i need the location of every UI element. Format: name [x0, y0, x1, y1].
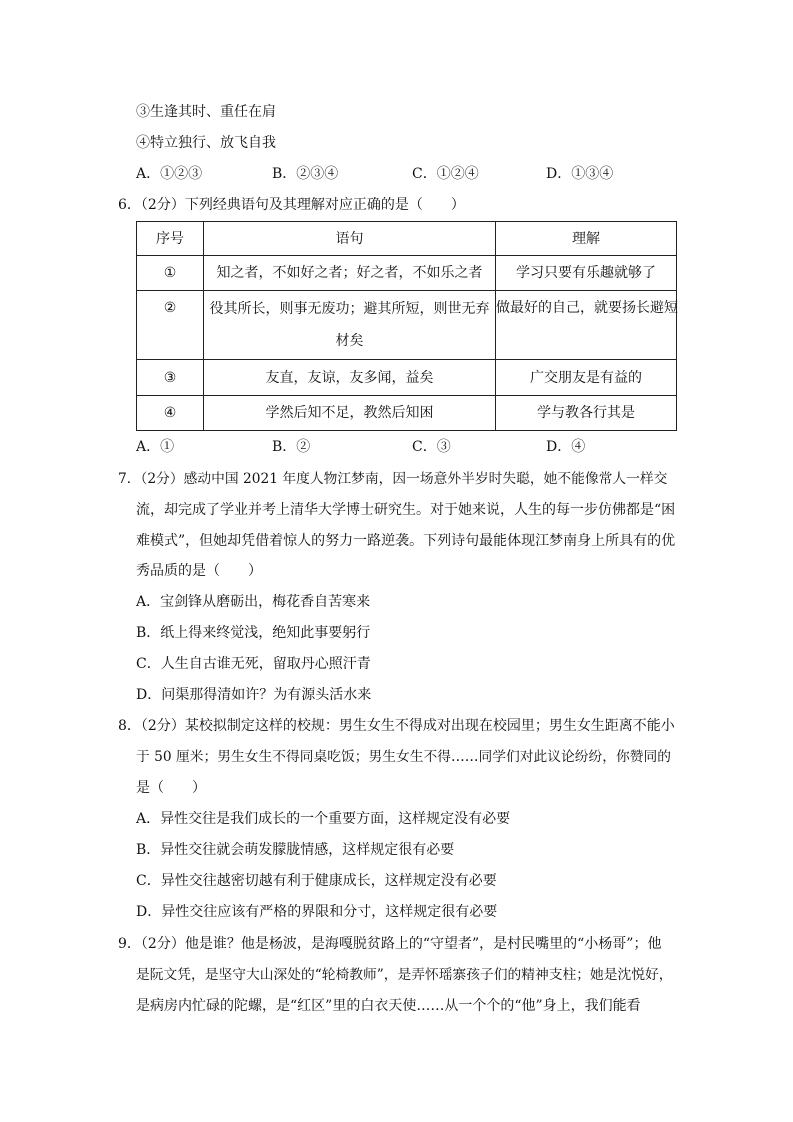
q8-option-b[interactable]: B．异性交往就会萌发朦胧情感，这样规定很有必要: [136, 842, 455, 858]
q9-stem-line: 是阮文凭，是坚守大山深处的“轮椅教师”，是弄怀瑶寨孩子们的精神支柱；她是沈悦好，: [136, 967, 673, 983]
table-cell-number: ①: [137, 256, 204, 291]
q6-table: [136, 221, 677, 431]
table-cell-number: ③: [137, 360, 204, 396]
q6-options: [136, 437, 696, 457]
q5-option-a[interactable]: A．①②③: [136, 166, 203, 182]
table-cell-quote: 友直，友谅，友多闻，益矣: [204, 360, 496, 396]
q8-stem-line: 是（ ）: [136, 780, 206, 796]
q5-option-d[interactable]: D．①③④: [546, 166, 614, 182]
table-cell-understanding: 学习只要有乐趣就够了: [496, 256, 677, 291]
q8-option-d[interactable]: D．异性交往应该有严格的界限和分寸，这样规定很有必要: [136, 904, 498, 920]
q8-stem-line: 于 50 厘米；男生女生不得同桌吃饭；男生女生不得……同学们对此议论纷纷，你赞同的: [136, 749, 671, 765]
table-cell-understanding: 做最好的自己，就要扬长避短: [496, 291, 677, 360]
table-row: [137, 256, 677, 291]
table-header-cell: 序号: [137, 222, 204, 256]
q6-option-c[interactable]: C．③: [412, 439, 451, 455]
q5-option-b[interactable]: B．②③④: [272, 166, 339, 182]
q7-option-b[interactable]: B．纸上得来终觉浅，绝知此事要躬行: [136, 625, 371, 641]
table-row: [137, 360, 677, 396]
q7-option-d[interactable]: D．问渠那得清如许？为有源头活水来: [136, 687, 372, 703]
q7-stem-line: 秀品质的是（ ）: [136, 563, 262, 579]
q6-option-a[interactable]: A．①: [136, 439, 175, 455]
q8-option-c[interactable]: C．异性交往越密切越有利于健康成长，这样规定没有必要: [136, 873, 497, 889]
q7-stem-line: 流，却完成了学业并考上清华大学博士研究生。对于她来说，人生的每一步仿佛都是“困: [136, 502, 676, 518]
table-cell-understanding: 学与教各行其是: [496, 396, 677, 431]
q8-stem-line: 8．（2分）某校拟制定这样的校规：男生女生不得成对出现在校园里；男生女生距离不能小: [118, 718, 675, 734]
q7-option-c[interactable]: C．人生自古谁无死，留取丹心照汗青: [136, 656, 371, 672]
q5-option-c[interactable]: C．①②④: [412, 166, 479, 182]
q7-stem-line: 难模式”，但她却凭借着惊人的努力一路逆袭。下列诗句最能体现江梦南身上所具有的优: [136, 533, 676, 549]
table-cell-understanding: 广交朋友是有益的: [496, 360, 677, 396]
table-header-row: [137, 222, 677, 256]
table-row: [137, 291, 677, 360]
q9-stem-line: 是病房内忙碌的陀螺，是“红区”里的白衣天使……从一个个的“他”身上，我们能看: [136, 998, 641, 1014]
q5-options: [136, 164, 696, 184]
q7-option-a[interactable]: A．宝剑锋从磨砺出，梅花香自苦寒来: [136, 594, 371, 610]
q9-stem-line: 9．（2分）他是谁？他是杨波，是海嘎脱贫路上的“守望者”，是村民嘴里的“小杨哥”；他: [118, 936, 662, 952]
table-cell-quote: 知之者，不如好之者；好之者，不如乐之者: [204, 256, 496, 291]
table-row: [137, 396, 677, 431]
table-cell-quote: 役其所长，则事无废功；避其所短，则世无弃材矣: [204, 291, 496, 360]
table-header-cell: 语句: [204, 222, 496, 256]
table-cell-quote: 学然后知不足，教然后知困: [204, 396, 496, 431]
table-header-cell: 理解: [496, 222, 677, 256]
table-cell-number: ④: [137, 396, 204, 431]
q7-stem-line: 7．（2分）感动中国 2021 年度人物江梦南，因一场意外半岁时失聪，她不能像常人一样交: [118, 471, 668, 487]
q6-stem: 6．（2分）下列经典语句及其理解对应正确的是（ ）: [118, 197, 465, 213]
q6-option-d[interactable]: D．④: [546, 439, 586, 455]
q5-item-4: ④特立独行、放飞自我: [136, 135, 276, 151]
q5-item-3: ③生逢其时、重任在肩: [136, 104, 276, 120]
q6-option-b[interactable]: B．②: [272, 439, 311, 455]
q8-option-a[interactable]: A．异性交往是我们成长的一个重要方面，这样规定没有必要: [136, 811, 511, 827]
table-cell-number: ②: [137, 291, 204, 360]
